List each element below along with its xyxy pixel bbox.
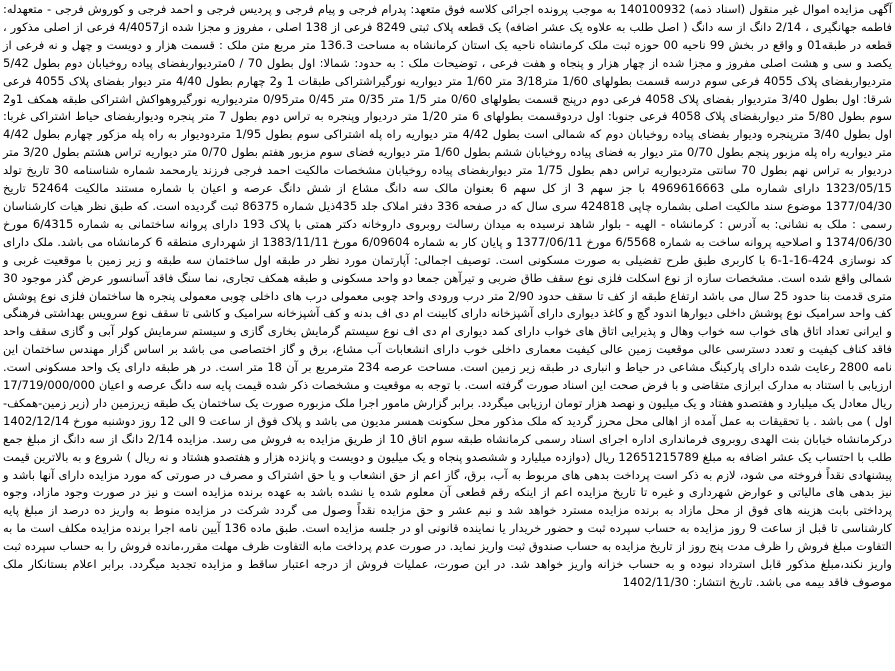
auction-notice-text: آگهی مزایده اموال غیر منقول (اسناد ذمه) 140100932 به موجب پرونده اجرائی کلاسه فوق متعهد: پدرام فرجی و پیام فرجی و پردیس فرجی و احمد فرجی و کوروش فرجی - متعهدله: فاطمه جهانگیری ، 2/14 دانگ از سه دانگ ( اصل طلب به علاوه یک عشر اضافه) یک قطعه پلاک ثبتی 8249 فرعی از 138 اصلی ، مفروز و مجزا شده از4/4057 فرعی از اصلی مذکور ، قطعه در طبقه01 و واقع در بخش 99 ناحیه 00 حوزه ثبت ملک کرمانشاه ناحیه یک استان کرمانشاه به مساحت 136.3 متر مربع متن ملک : قسمت هزار و دویست و چهل و نه فرعی از یکصد و سی و هشت اصلی مفروز و مجزا شده از چهار هزار و پنجاه و هفت فرعی ، توضیحات ملک : به حدود: شمالا: اول بطول 70 / 0مترديواربفضای پیاده روخیابان دوم بطول 5/42 متردیواربفضای پلاک 4055 فرعی سوم درسه قسمت بطولهای 1/60 متر3/18 متر 1/60 متر دیواریه نورگیراشتراکی طبقات 1 و2 چهارم بطول 4/40 متر دیوار بفضای پلاک 4055 فرعی شرقا: اول بطول 3/40 متردیوار بفضای پلاک 4058 فرعی دوم درپنج قسمت بطولهای 0/60 متر 1/5 متر 0/35 متر 0/45 متر0/95 متردیواریه نورگیروهواکش اشتراکی طبقه همکف 1و2 سوم بطول 5/80 متر دیواربفضای پلاک 4058 فرعی جنوبا: اول دردوقسمت بطولهای 6 متر 1/20 متر دردیوار وپنجره به تراس دوم بطول 7 متر پنجره وديواربفضای حیاط اشتراکی غربا: اول بطول 3/40 مترپنجره ودیوار بفضای پیاده روخیابان دوم که شمالی است بطول 4/42 متر دیواریه راه پله اشتراکی سوم بطول 1/95 متردودیوار به راه پله مزکور چهارم بطول 4/42 متر دیواریه راه پله مزبور پنجم بطول 0/70 متر دیوار به فضای پیاده روخیابان ششم بطول 1/60 متر دیواریه فضای سوم مزبور هفتم بطول 0/70 متر دیواریه تراس هشتم بطول 3/20 متر دردیوار به تراس نهم بطول 70 سانتی متردیواریه تراس دهم بطول 1/75 متر دیواربفضای پیاده روخیابان مشخصات مالکیت احمد فرجی فرزند یارمحمد شماره شناسنامه 30 تاریخ تولد 1323/05/15 دارای شماره ملی 4969616663 با جز سهم 3 از کل سهم 6 بعنوان مالک سه دانگ مشاع از شش دانگ عرصه و اعیان با شماره مستند مالکیت 52464 تاریخ 1377/04/30 موضوع سند مالکیت اصلی بشماره چاپی 424818 سری سال که در صفحه 336 دفتر املاک جلد 435ذیل شماره 86375 ثبت گردیده است. که طبق نظر هیات کارشناسان رسمی : ملک به نشانی: به آدرس : کرمانشاه - الهیه - بلوار شاهد نرسیده به میدان رسالت روبروی داروخانه دکتر همتی با پلاک 193 دارای پروانه ساختمانی به شماره 6/4315 مورخ 1374/06/30 و اصلاحیه پروانه ساخت به شماره 6/5568 مورخ 1377/06/11 و پایان کار به شماره 6/09604 مورخ 1383/11/11 از شهرداری منطقه 6 کرمانشاه می باشد. ملک دارای کد نوسازی 424-16-1-6 با کاربری طبق طرح تفضیلی به صورت مسکونی است. توصیف اجمالی: آپارتمان مورد نظر در طبقه اول ساختمان سه طبقه و زیر زمین با موقعیت غربی و شمالی واقع شده است. مشخصات سازه از نوع اسکلت فلزی نوع سقف طاق ضربی و تیرآهن جمعا دو واحد مسکونی و طبقه همکف تجاری، نما سنگ فاقد آسانسور عرض گذر موجود 30 متری قدمت بنا حدود 25 سال می باشد ارتفاع طبقه از کف تا سقف حدود 2/90 متر درب ورودی واحد چوبی معمولی درب های داخلی چوبی معمولی پنجره ها ساختمان فلزی نوع پوشش کف واحد سرامیک نوع پوشش داخلی دیوارها اندود گچ و کاغذ دیواری دارای آشپزخانه دارای کابینت ام دی اف بدنه و کف آشپزخانه سرامیک و کاشی تا سقف نوع سرویس بهداشتی فرهنگی و ایرانی تعداد اتاق های خواب سه خواب وهال و پذیرایی اتاق های خواب دارای کمد دیواری ام دی اف نوع سیستم گرمایش بخاری گازی و سیستم سرمایش کولر آبی و گازی سقف واحد فاقد کناف کیفیت و تعدد دسترسی عالی موقعیت زمین عالی کیفیت معماری داخلی خوب دارای انشعابات آب مشاع، برق و گاز اختصاصی می باشد بر اساس گزار مهندس ساختمان این نامه 2800 رعایت شده دارای پارکینگ مشاعی در حیاط و انباری در طبقه زیر زمین است. مساحت عرصه 234 مترمربع بر آن 18 متر است. در هر طبقه دارای یک واحد مسکونی است. ارزیابی با استناد به مدارک ابرازی متقاضی و با فرض صحت این اسناد صورت گرفته است. با توجه به موقعیت و مشخصات ذکر شده قیمت پایه سه دانگ عرصه و اعیان 17/719/000/000 ریال معادل یک میلیارد و هفتصدو هفتاد و یک میلیون و نهصد هزار تومان ارزیابی میگردد. برابر گزارش مامور اجرا ملک مزبوره صورت یک ساختمان یک طبقه زیرزمین دار (زیر زمین-همکف-اول ) می باشد . با تحقیقات به عمل آمده از اهالی محل محرز گردید که ملک مذکور محل سکونت همسر مدیون می باشد و پلاک فوق از ساعت 9 الی 12 روز دوشنبه مورخ 1402/12/14 درکرمانشاه خیابان بنت الهدی روبروی فرمانداری اداره اجرای اسناد رسمی کرمانشاه طبقه سوم اتاق 10 از طریق مزایده به فروش می رسد. مزایده 2/14 دانگ از سه دانگ از مبلغ جمع طلب با احتساب یک عشر اضافه به مبلغ 12651215789 ریال (دوازده میلیارد و ششصدو پنجاه و یک میلیون و دویست و پانزده هزار و هفتصدو هشتاد و نه ریال ) شروع و به بالاترین قیمت پیشنهادی نقداً فروخته می شود، لازم به ذکر است پرداخت بدهی های مربوط به آب، برق، گاز اعم از حق انشعاب و یا حق اشتراک و مصرف در صورتی که مورد مزایده دارای آنها باشد و نیز بدهی های مالیاتی و عوارض شهرداری و غیره تا تاریخ مزایده اعم از اینکه رقم قطعی آن معلوم شده یا نشده باشد به عهده برنده مزایده است و نیز در صورت وجود مازاد، وجوه پرداختی بابت هزینه های فوق از محل مازاد به برنده مزایده مسترد خواهد شد و نیم عشر و حق مزایده نقداً وصول می گردد شرکت در مزایده منوط به واریز ده درصد از مبلغ پایه کارشناسی تا قبل از ساعت 9 روز مزایده به حساب سپرده ثبت و حضور خریدار یا نماینده قانونی او در جلسه مزایده است. طبق ماده 136 آیین نامه اجرا برنده مزایده مکلف است ما به التفاوت مبلغ فروش را ظرف مدت پنج روز از تاریخ مزایده به حساب صندوق ثبت واریز نماید. در صورت عدم پرداخت مابه التفاوت ظرف مهلت مقرر،مانده فروش را به حساب سپرده ثبت واریز نکند،مبلغ مذکور قابل استرداد نبوده و به حساب خزانه واریز خواهد شد. در این صورت، عملیات فروش از درجه اعتبار ساقط و مزایده تجدید میگردد. برابر اعلام بستانکار ملک موصوف فاقد بیمه می باشد. تاریخ انتشار: 1402/11/30	[3, 2, 893, 589]
